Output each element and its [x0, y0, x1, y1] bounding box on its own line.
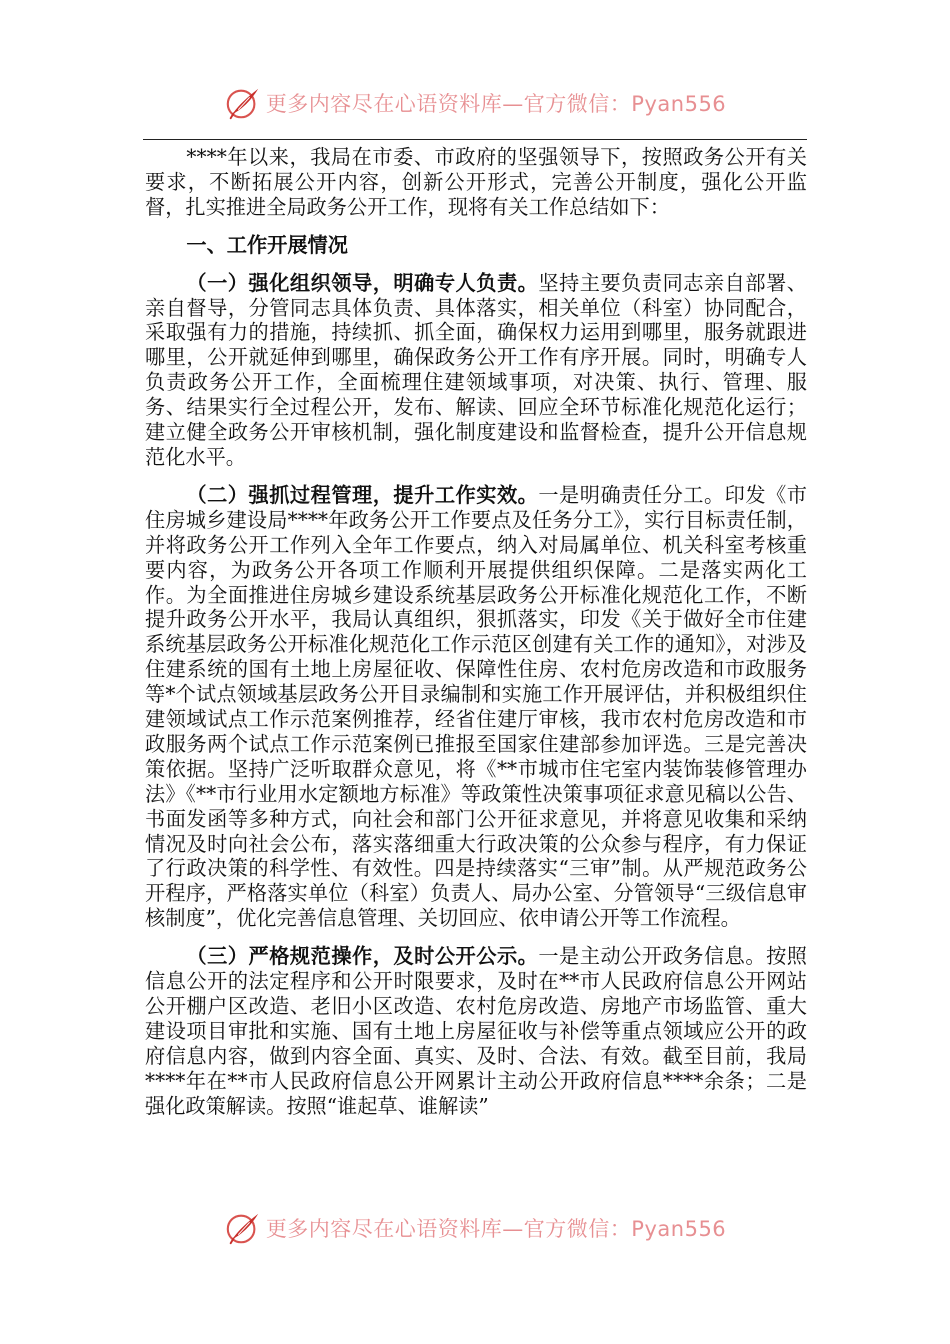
section-paragraph: [145, 944, 807, 1118]
section-title: （三）严格规范操作，及时公开公示。: [186, 944, 539, 969]
quill-logo-icon: [224, 84, 262, 122]
header-divider: [143, 139, 807, 140]
watermark-text: 更多内容尽在心语资料库—官方微信：Pyan556: [265, 1217, 727, 1241]
section-paragraph: [145, 483, 807, 931]
section-paragraph: [145, 271, 807, 470]
section-text: 坚持主要负责同志亲自部署、亲自督导，分管同志具体负责、具体落实，相关单位（科室）协同配合，采取强有力的措施，持续抓、抓全面，确保权力运用到哪里，服务就跟进哪里，公开就延伸到哪里，确保政务公开工作有序开展。同时，明确专人负责政务公开工作，全面梳理住建领域事项，对决策、执行、管理、服务、结果实行全过程公开，发布、解读、回应全环节标准化规范化运行；建立健全政务公开审核机制，强化制度建设和监督检查，提升公开信息规范化水平。: [145, 270, 807, 469]
quill-logo-icon: [224, 1209, 262, 1247]
document-body: [145, 145, 807, 1119]
section-text: 一是主动公开政务信息。按照信息公开的法定程序和公开时限要求，及时在**市人民政府信息公开网站公开棚户区改造、老旧小区改造、农村危房改造、房地产市场监管、重大建设项目审批和实施、国有土地上房屋征收与补偿等重点领域应公开的政府信息内容，做到内容全面、真实、及时、合法、有效。截至目前，我局****年在**市人民政府信息公开网累计主动公开政府信息****余条；二是强化政策解读。按照“谁起草、谁解读”: [145, 944, 807, 1118]
section-title: （二）强抓过程管理，提升工作实效。: [186, 482, 539, 507]
section-text: 一是明确责任分工。印发《市住房城乡建设局****年政务公开工作要点及任务分工》，实行目标责任制，并将政务公开工作列入全年工作要点，纳入对局属单位、机关科室考核重要内容，为政务公开各项工作顺利开展提供组织保障。二是落实两化工作。为全面推进住房城乡建设系统基层政务公开标准化规范化工作，不断提升政务公开水平，我局认真组织，狠抓落实，印发《关于做好全市住建系统基层政务公开标准化规范化工作示范区创建有关工作的通知》，对涉及住建系统的国有土地上房屋征收、保障性住房、农村危房改造和市政服务等*个试点领域基层政务公开目录编制和实施工作开展评估，并积极组织住建领域试点工作示范案例推荐，经省住建厅审核，我市农村危房改造和市政服务两个试点工作示范案例已推报至国家住建部参加评选。三是完善决策依据。坚持广泛听取群众意见，将《**市城市住宅室内装饰装修管理办法》《**市行业用水定额地方标准》等政策性决策事项征求意见稿以公告、书面发函等多种方式，向社会和部门公开征求意见，并将意见收集和采纳情况及时向社会公布，落实落细重大行政决策的公众参与程序，有力保证了行政决策的科学性、有效性。四是持续落实“三审”制。从严规范政务公开程序，严格落实单位（科室）负责人、局办公室、分管领导“三级信息审核制度”，优化完善信息管理、关切回应、依申请公开等工作流程。: [145, 482, 807, 931]
watermark-footer: [0, 1205, 950, 1251]
section-heading: 一、工作开展情况: [186, 232, 348, 257]
section-title: （一）强化组织领导，明确专人负责。: [186, 270, 539, 295]
watermark-text: 更多内容尽在心语资料库—官方微信：Pyan556: [265, 92, 727, 116]
intro-paragraph: ****年以来，我局在市委、市政府的坚强领导下，按照政务公开有关要求，不断拓展公开内容，创新公开形式，完善公开制度，强化公开监督，扎实推进全局政务公开工作，现将有关工作总结如下：: [145, 145, 807, 219]
watermark-header: [0, 80, 950, 126]
